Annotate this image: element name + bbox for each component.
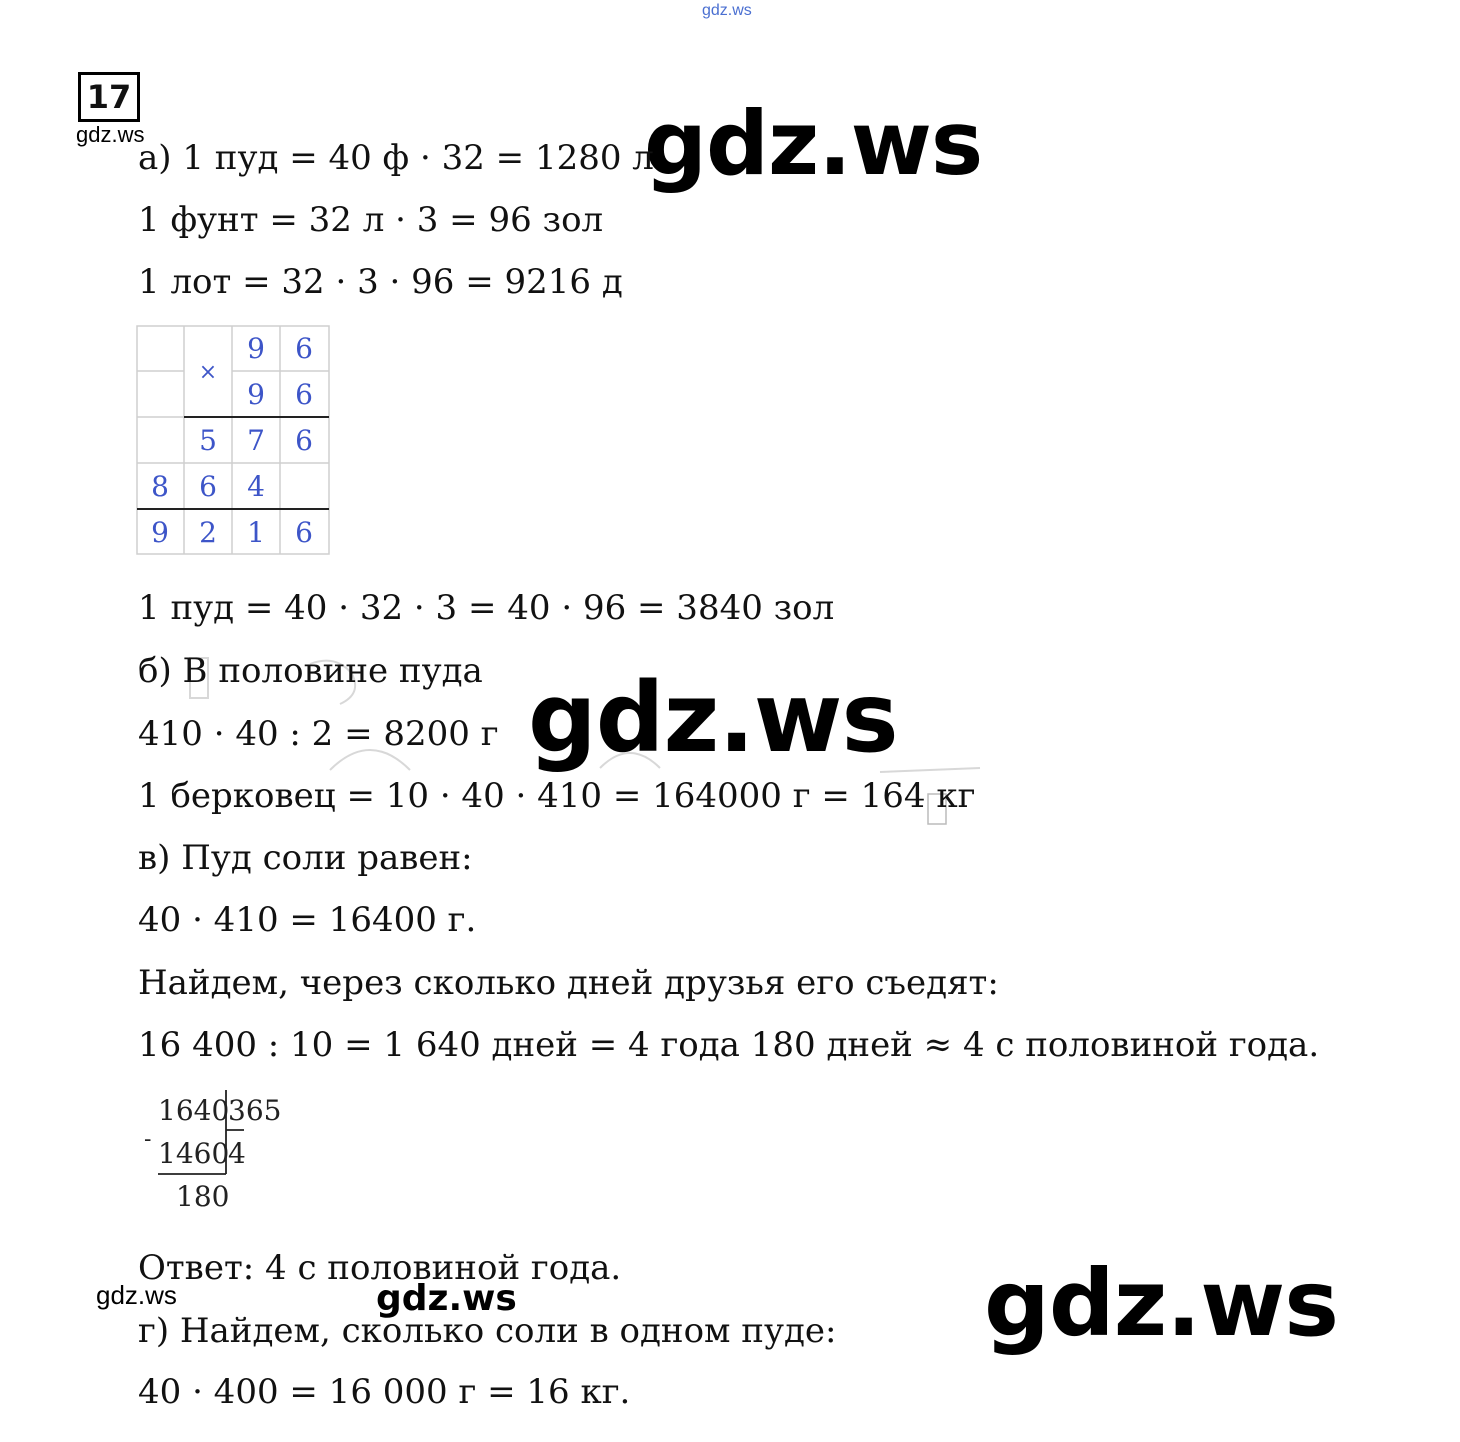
long-division	[140, 1088, 290, 1222]
grid-cell: 6	[295, 378, 313, 411]
line-a2: 1 фунт = 32 л · 3 = 96 зол	[138, 200, 604, 240]
watermark-big-top: gdz.ws	[644, 92, 983, 195]
grid-cell: 4	[247, 470, 265, 503]
grid-cell: 6	[295, 424, 313, 457]
grid-cell: 6	[295, 332, 313, 365]
grid-cell: 7	[247, 424, 265, 457]
watermark-small-left-top: gdz.ws	[76, 122, 145, 147]
grid-cell: 9	[247, 332, 265, 365]
division-dividend: 1640	[158, 1094, 230, 1127]
line-g2: 40 · 400 = 16 000 г = 16 кг.	[138, 1372, 631, 1412]
line-b3: 1 берковец = 10 · 40 · 410 = 164000 г = 164 кг	[138, 776, 976, 816]
division-remainder: 180	[176, 1180, 230, 1213]
line-b2: 410 · 40 : 2 = 8200 г	[138, 714, 499, 754]
line-v1: в) Пуд соли равен:	[138, 838, 473, 878]
line-v2: 40 · 410 = 16400 г.	[138, 900, 477, 940]
watermark-big-bottom: gdz.ws	[984, 1250, 1338, 1357]
multiply-sign: ×	[198, 360, 218, 385]
grid-cell: 8	[151, 470, 169, 503]
watermark-big-middle: gdz.ws	[528, 662, 898, 774]
grid-cell: 2	[199, 516, 217, 549]
division-subtrahend: 1460	[158, 1137, 230, 1170]
line-a1: а) 1 пуд = 40 ф · 32 = 1280 л	[138, 138, 654, 178]
grid-cell: 1	[247, 516, 265, 549]
grid-cell: 9	[151, 516, 169, 549]
line-a3: 1 лот = 32 · 3 · 96 = 9216 д	[138, 262, 623, 302]
grid-cell: 6	[295, 516, 313, 549]
watermark-small-left-bottom: gdz.ws	[96, 1280, 177, 1310]
division-divisor: 365	[228, 1094, 282, 1127]
line-b1: б) В половине пуда	[138, 651, 483, 691]
task-number: 17	[78, 72, 140, 122]
watermark-mid-bottom: gdz.ws	[376, 1278, 517, 1319]
line-answer: Ответ: 4 с половиной года.	[138, 1248, 622, 1288]
division-minus: -	[144, 1127, 152, 1152]
division-quotient: 4	[228, 1137, 246, 1170]
grid-cell: 9	[247, 378, 265, 411]
line-v4: 16 400 : 10 = 1 640 дней = 4 года 180 дней ≈ 4 с половиной года.	[138, 1025, 1320, 1065]
multiplication-grid	[136, 325, 332, 561]
line-a4: 1 пуд = 40 · 32 · 3 = 40 · 96 = 3840 зол	[138, 588, 835, 628]
grid-cell: 5	[199, 424, 217, 457]
line-g1: г) Найдем, сколько соли в одном пуде:	[138, 1311, 837, 1351]
line-v3: Найдем, через сколько дней друзья его съедят:	[138, 963, 999, 1003]
watermark-top: gdz.ws	[702, 2, 752, 19]
grid-cell: 6	[199, 470, 217, 503]
